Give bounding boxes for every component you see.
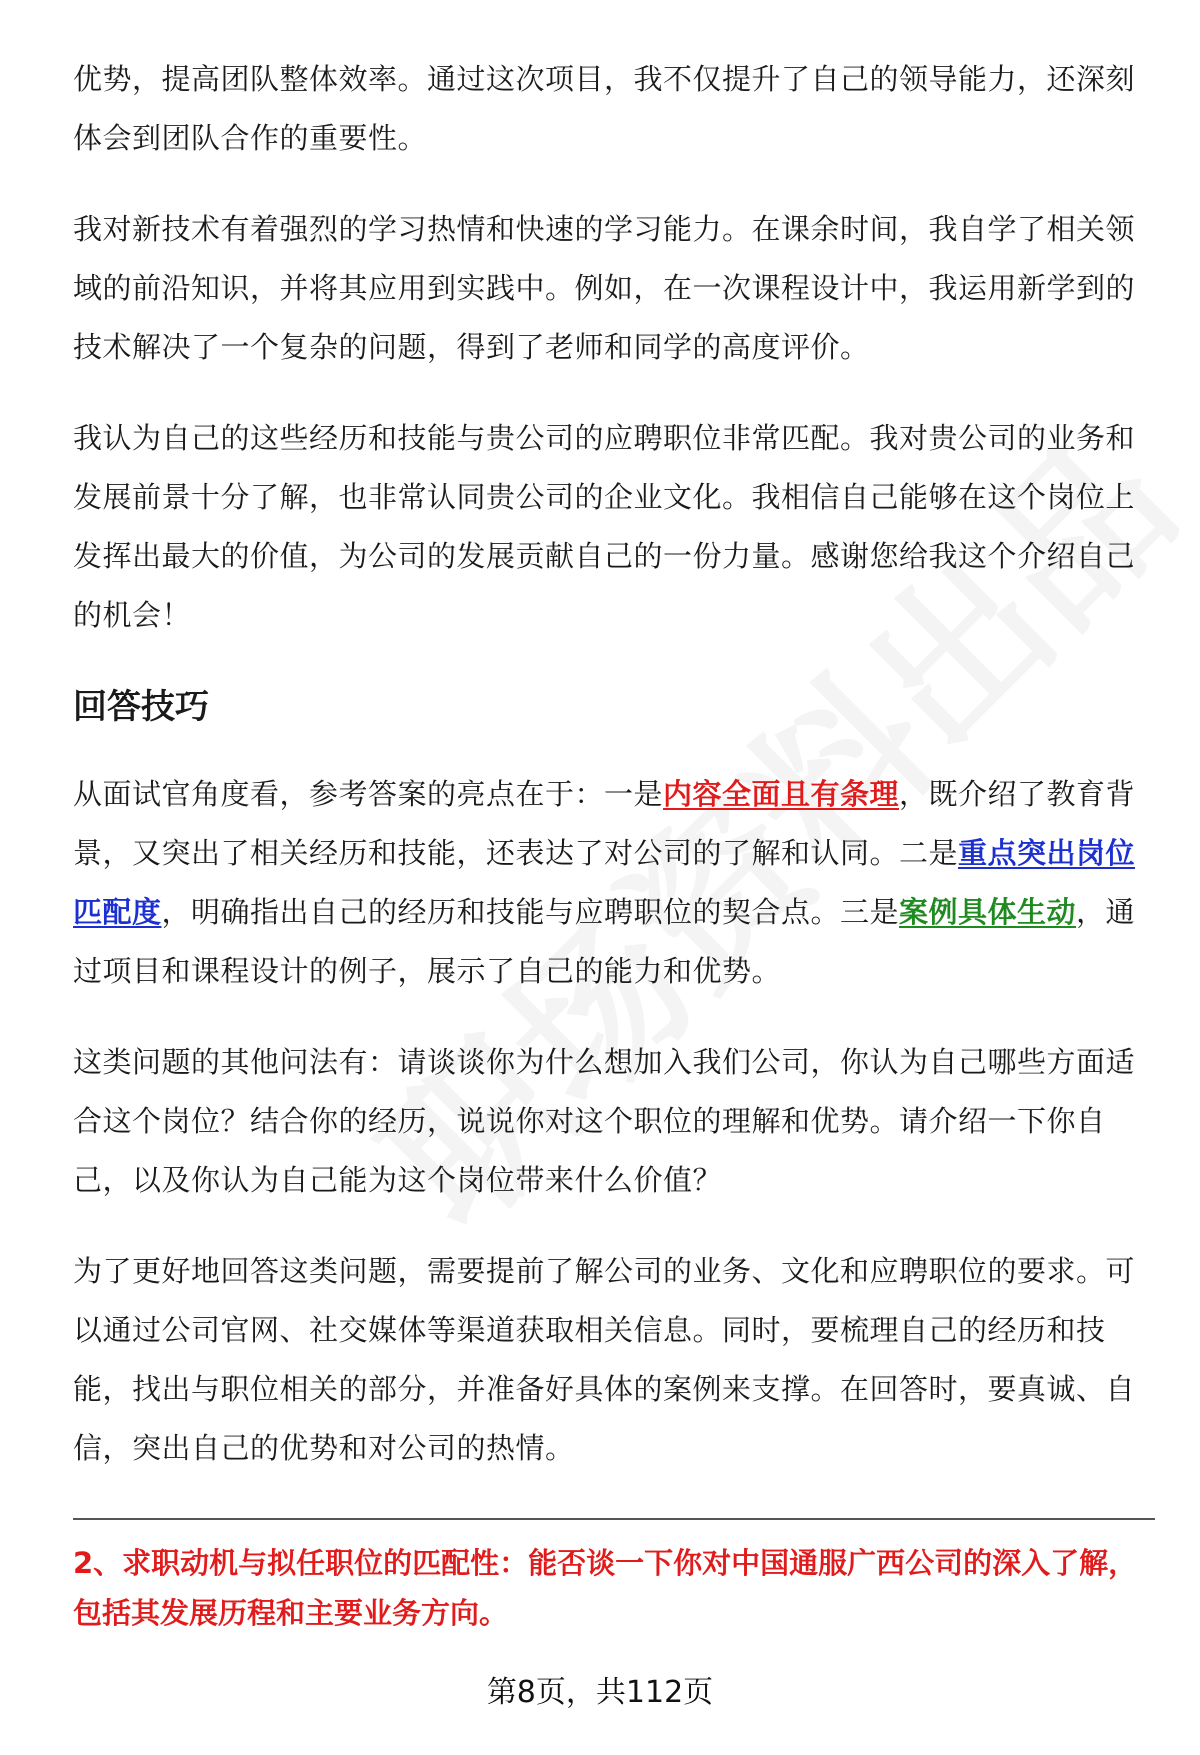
- tips-text-4: ，通过项目和课程设计的例子，展示了自己的能力和优势。: [73, 895, 1136, 988]
- paragraph-other-questions: 这类问题的其他问法有：请谈谈你为什么想加入我们公司，你认为自己哪些方面适合这个岗位？结合你的经历，说说你对这个职位的理解和优势。请介绍一下你自己，以及你认为自己能为这个岗位带来什么价值？: [73, 1045, 1136, 1197]
- paragraph-job-match: 我认为自己的这些经历和技能与贵公司的应聘职位非常匹配。我对贵公司的业务和发展前景十分了解，也非常认同贵公司的企业文化。我相信自己能够在这个岗位上发挥出最大的价值，为公司的发展贡献自己的一份力量。感谢您给我这个介绍自己的机会！: [73, 421, 1136, 632]
- highlight-content-comprehensive: 内容全面且有条理: [663, 777, 900, 811]
- paragraph-answer-tips: [73, 765, 1155, 1001]
- section-heading: 回答技巧: [73, 687, 209, 727]
- tips-text-1: 从面试官角度看，参考答案的亮点在于：一是: [73, 777, 664, 811]
- highlight-specific-cases: 案例具体生动: [899, 895, 1077, 929]
- next-question-title: 2、求职动机与拟任职位的匹配性：能否谈一下你对中国通服广西公司的深入了解，包括其发展历程和主要业务方向。: [73, 1546, 1138, 1630]
- highlight-position-match: 重点突出岗位匹配度: [73, 836, 1136, 929]
- tips-text-3: ，明确指出自己的经历和技能与应聘职位的契合点。三是: [161, 895, 900, 929]
- paragraph-learning-ability: 我对新技术有着强烈的学习热情和快速的学习能力。在课余时间，我自学了相关领域的前沿知识，并将其应用到实践中。例如，在一次课程设计中，我运用新学到的技术解决了一个复杂的问题，得到了老师和同学的高度评价。: [73, 212, 1136, 364]
- document-page: [73, 50, 1155, 1638]
- section-divider: [73, 1518, 1155, 1520]
- page-number-footer: 第8页，共112页: [486, 1675, 714, 1710]
- tips-text-2: ，既介绍了教育背景，又突出了相关经历和技能，还表达了对公司的了解和认同。二是: [73, 777, 1136, 870]
- paragraph-preparation: 为了更好地回答这类问题，需要提前了解公司的业务、文化和应聘职位的要求。可以通过公司官网、社交媒体等渠道获取相关信息。同时，要梳理自己的经历和技能，找出与职位相关的部分，并准备好具体的案例来支撑。在回答时，要真诚、自信，突出自己的优势和对公司的热情。: [73, 1254, 1136, 1465]
- paragraph-team-efficiency: 优势，提高团队整体效率。通过这次项目，我不仅提升了自己的领导能力，还深刻体会到团队合作的重要性。: [73, 62, 1136, 155]
